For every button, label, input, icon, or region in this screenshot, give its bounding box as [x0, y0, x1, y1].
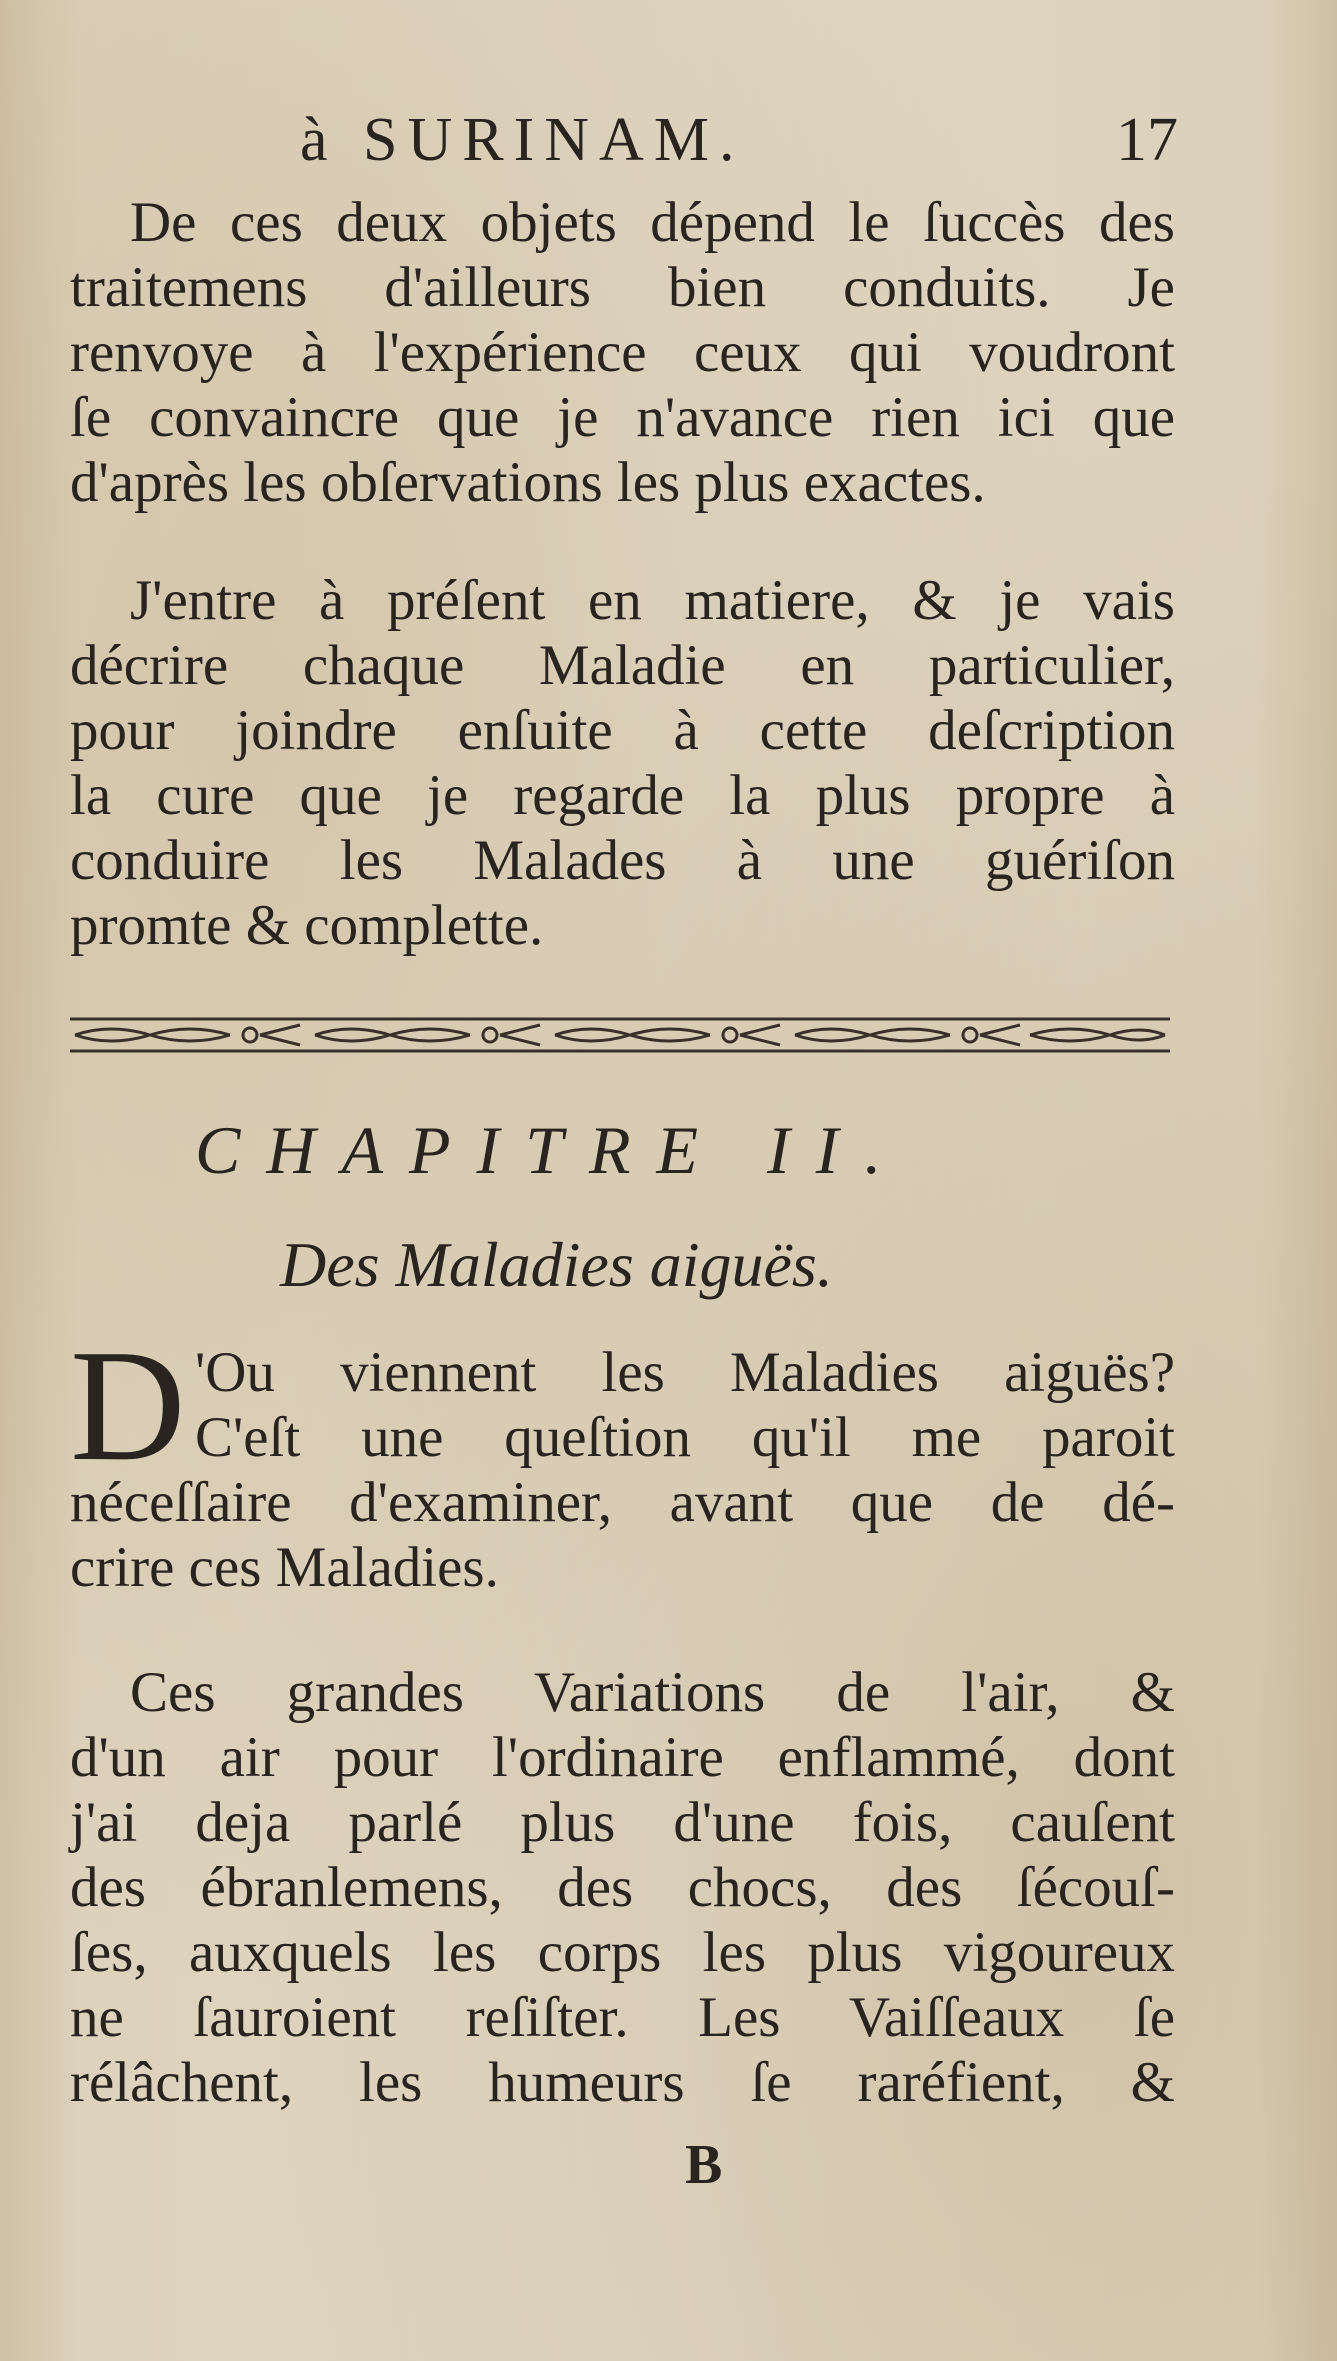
paragraph-1: [70, 190, 1175, 515]
text-line: pour joindre enſuite à cette deſcription: [70, 699, 1175, 762]
text-line: crire ces Maladies.: [70, 1536, 499, 1599]
text-line: J'entre à préſent en matiere, & je vais: [130, 569, 1175, 632]
text-line: renvoye à l'expérience ceux qui voudront: [70, 321, 1175, 384]
text-line: 'Ou viennent les Maladies aiguës?: [195, 1341, 1175, 1404]
paragraph-4: [70, 1660, 1175, 2115]
page-number: 17: [1116, 106, 1178, 174]
text-line: De ces deux objets dépend le ſuccès des: [130, 191, 1175, 254]
running-title: à SURINAM.: [300, 106, 745, 174]
text-line: ſes, auxquels les corps les plus vigoureux: [70, 1921, 1175, 1984]
text-line: j'ai deja parlé plus d'une fois, cauſent: [70, 1791, 1175, 1854]
text-line: conduire les Malades à une guériſon: [70, 829, 1175, 892]
text-line: la cure que je regarde la plus propre à: [70, 764, 1175, 827]
text-line: traitemens d'ailleurs bien conduits. Je: [70, 256, 1175, 319]
chapter-title: CHAPITRE II.: [195, 1112, 908, 1188]
text-line: ne ſauroient reſiſter. Les Vaiſſeaux ſe: [70, 1986, 1175, 2049]
text-line: rélâchent, les humeurs ſe raréfient, &: [70, 2051, 1175, 2114]
signature-mark: B: [685, 2134, 723, 2196]
chapter-subtitle: Des Maladies aiguës.: [280, 1229, 833, 1300]
text-line: ſe convaincre que je n'avance rien ici que: [70, 386, 1175, 449]
text-line: C'eſt une queſtion qu'il me paroit: [195, 1406, 1175, 1469]
text-line: promte & complette.: [70, 894, 544, 957]
text-line: décrire chaque Maladie en particulier,: [70, 634, 1175, 697]
paragraph-2: [70, 568, 1175, 958]
text-line: néceſſaire d'examiner, avant que de dé-: [70, 1471, 1175, 1534]
text-line: Ces grandes Variations de l'air, &: [130, 1661, 1175, 1724]
text-line: des ébranlemens, des chocs, des ſécouſ-: [70, 1856, 1175, 1919]
page-header: [300, 100, 1190, 180]
text-line: d'après les obſervations les plus exactes.: [70, 451, 986, 514]
ornament-divider: [70, 1005, 1170, 1065]
paragraph-3: [70, 1316, 1175, 1600]
text-line: d'un air pour l'ordinaire enflammé, dont: [70, 1726, 1175, 1789]
drop-cap: D: [70, 1316, 186, 1494]
